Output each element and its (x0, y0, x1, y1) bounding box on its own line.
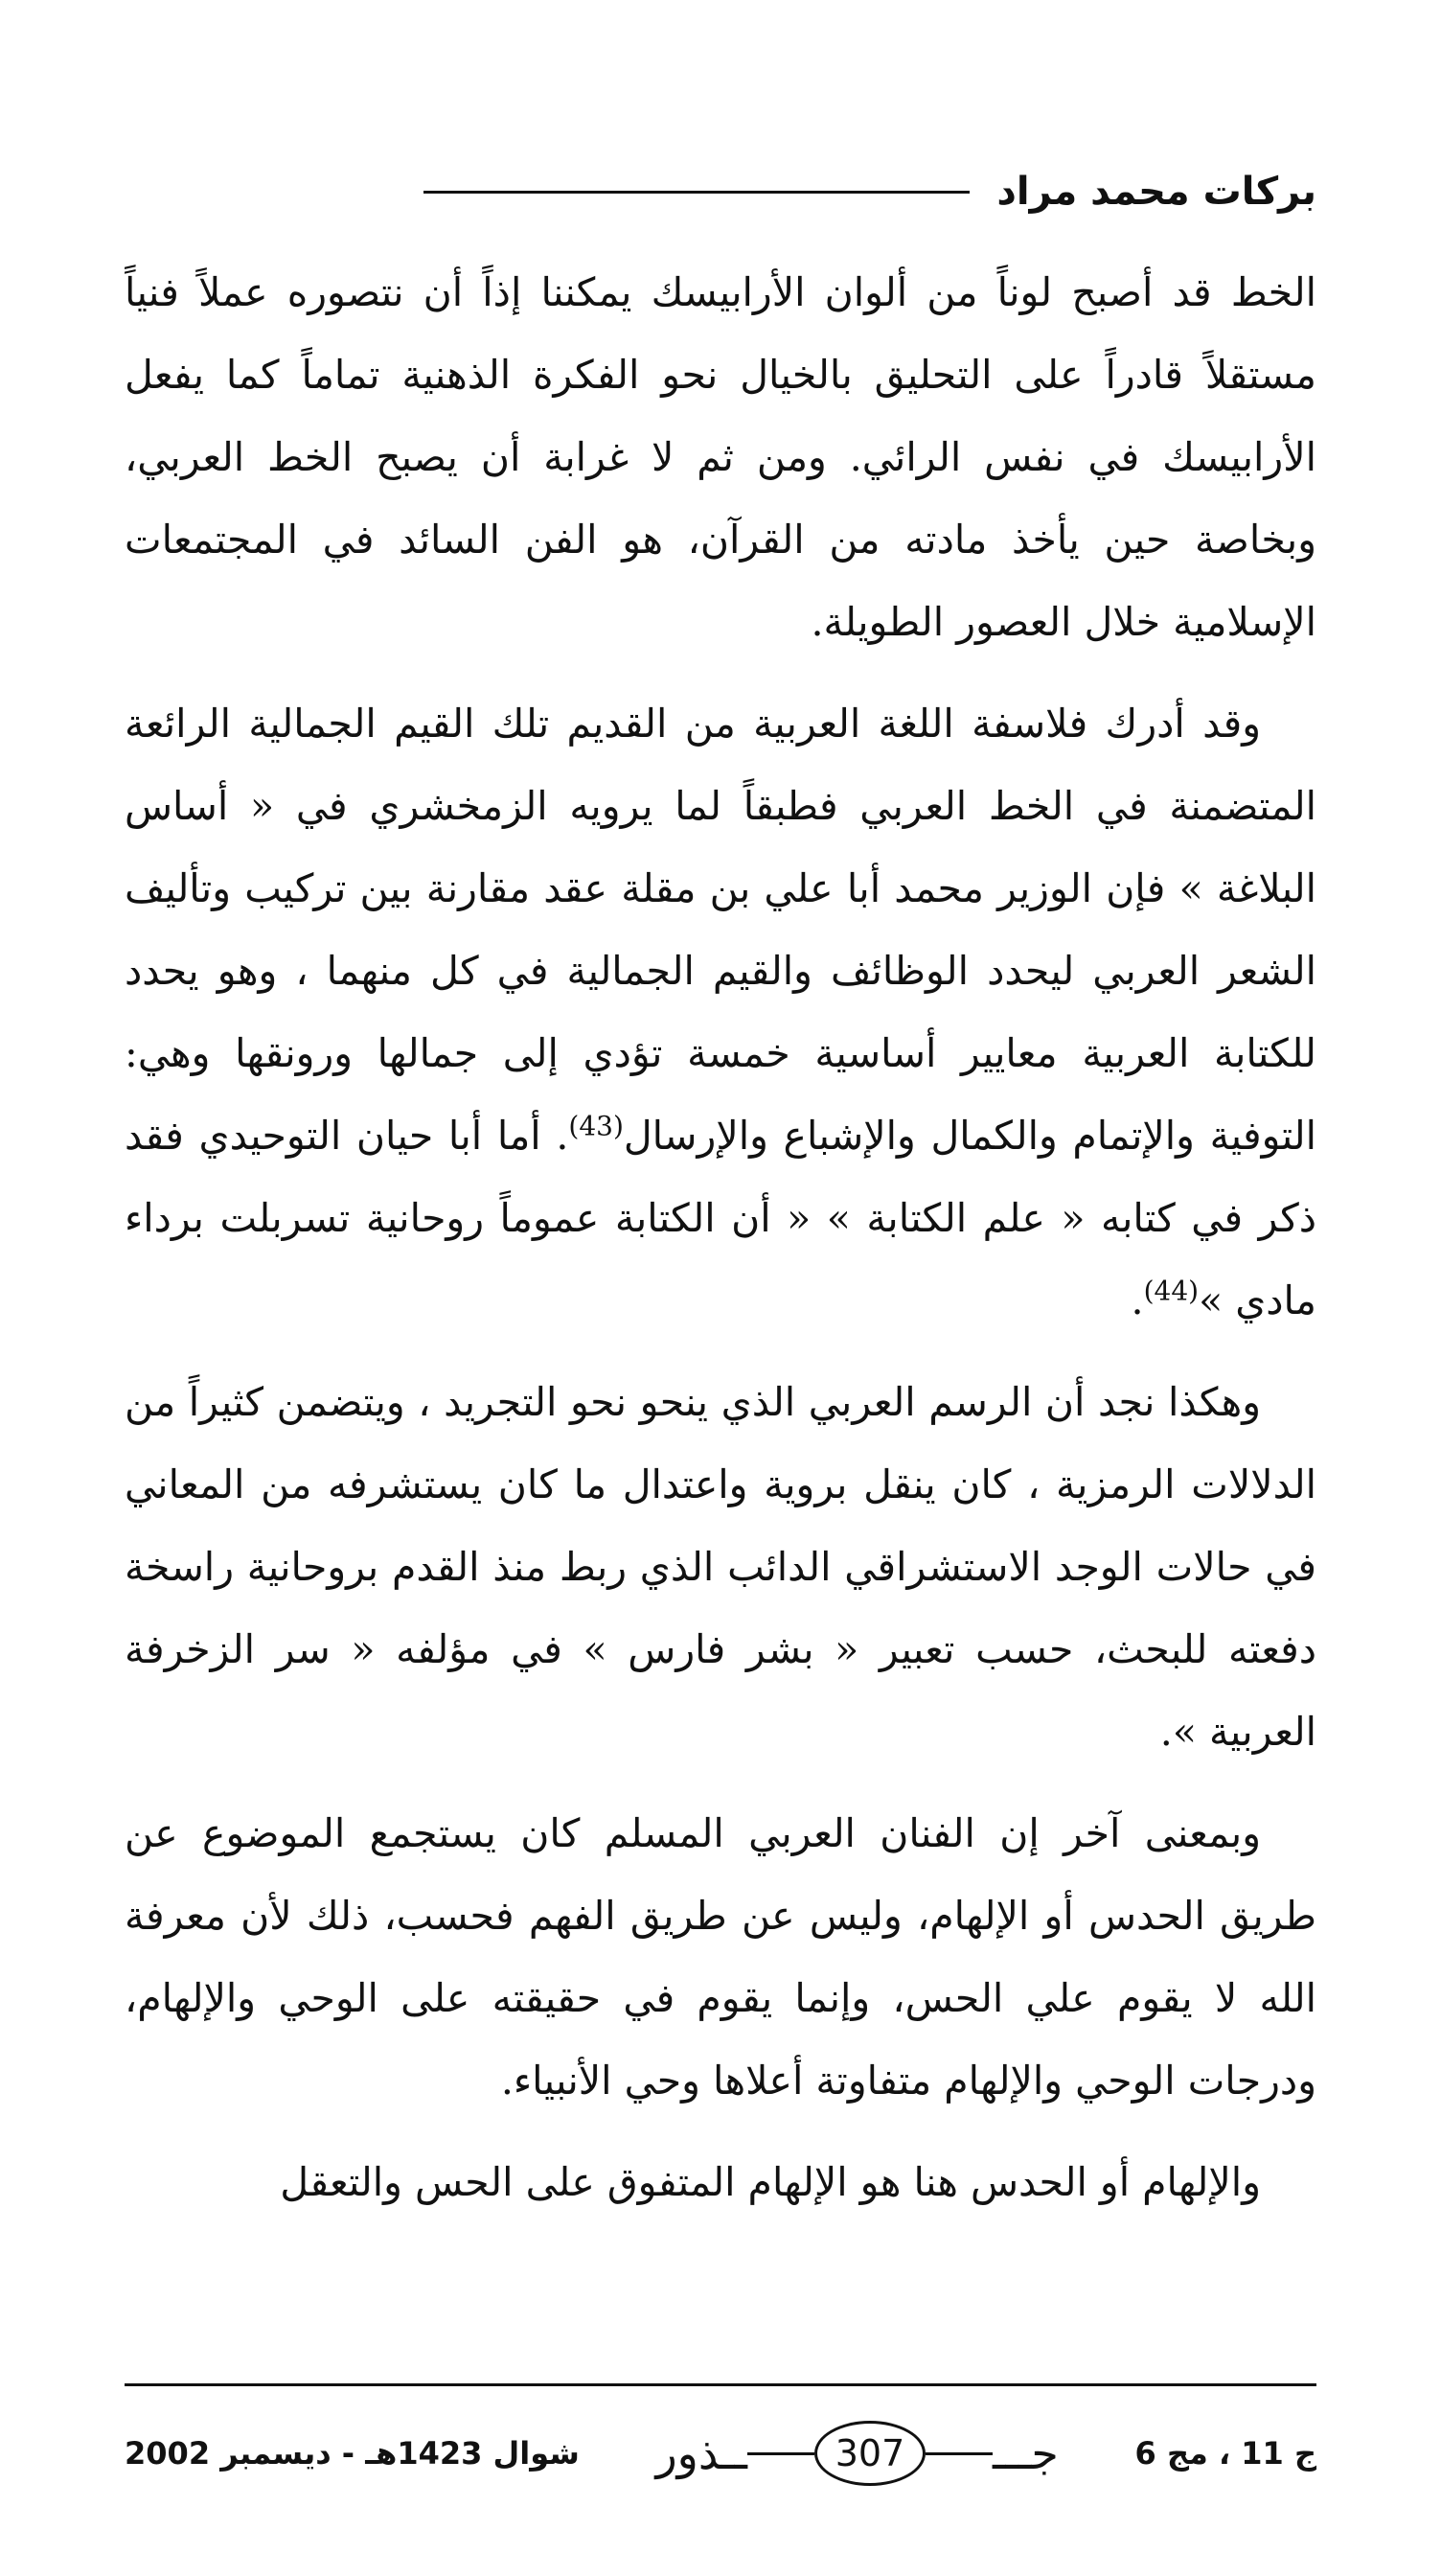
journal-line-left (747, 2452, 814, 2455)
paragraph-5-text: والإلهام أو الحدس هنا هو الإلهام المتفوق على الحس والتعقل (280, 2159, 1261, 2205)
paragraph-3 (125, 1361, 1316, 1773)
footnote-ref-44: (44) (1143, 1275, 1200, 1307)
paragraph-1 (125, 251, 1316, 663)
paragraph-4 (125, 1792, 1316, 2122)
page-footer (125, 2410, 1316, 2496)
paragraph-2 (125, 682, 1316, 1342)
paragraph-1-text: الخط قد أصبح لوناً من ألوان الأرابيسك يمكننا إذاً أن نتصوره عملاً فنياً مستقلاً قادراً على التحليق بالخيال نحو الفكرة الذهنية تماماً كما يفعل الأرابيسك في نفس الرائي. ومن ثم لا غرابة أن يصبح الخط العربي، وبخاصة حين يأخذ مادته من القرآن، هو الفن السائد في المجتمعات الإسلامية خلال العصور الطويلة. (125, 269, 1316, 645)
footnote-ref-43: (43) (568, 1110, 624, 1142)
paragraph-2-text: وقد أدرك فلاسفة اللغة العربية من القديم تلك القيم الجمالية الرائعة المتضمنة في الخط العربي فطبقاً لما يرويه الزمخشري في « أساس البلاغة » فإن الوزير محمد أبا علي بن مقلة عقد مقارنة بين تركيب وتأليف الشعر العربي ليحدد الوظائف والقيم الجمالية في كل منهما ، وهو يحدد للكتابة العربية معايير أساسية خمسة تؤدي إلى جمالها ورونقها وهي: التوفية والإتمام والكمال والإشباع والإرسال (125, 701, 1316, 1159)
journal-emblem (655, 2421, 1058, 2486)
body-text (125, 251, 1316, 2363)
header-rule (423, 191, 970, 194)
footer-rule (125, 2383, 1316, 2386)
paragraph-4-text: وبمعنى آخر إن الفنان العربي المسلم كان يستجمع الموضوع عن طريق الحدس أو الإلهام، وليس عن طريق الفهم فحسب، ذلك لأن معرفة الله لا يقوم علي الحس، وإنما يقوم في حقيقته على الوحي والإلهام، ودرجات الوحي والإلهام متفاوتة أعلاها وحي الأنبياء. (125, 1810, 1316, 2104)
journal-name-start: جـــ (993, 2427, 1059, 2479)
issue-date: شوال 1423هـ - ديسمبر 2002 (125, 2435, 580, 2472)
paragraph-5 (125, 2141, 1316, 2223)
paragraph-2-text-end: . (1131, 1277, 1144, 1323)
paragraph-3-text: وهكذا نجد أن الرسم العربي الذي ينحو نحو التجريد ، ويتضمن كثيراً من الدلالات الرمزية ، كان ينقل بروية واعتدال ما كان يستشرفه من المعاني في حالات الوجد الاستشراقي الدائب الذي ربط منذ القدم بروحانية راسخة دفعته للبحث، حسب تعبير « بشر فارس » في مؤلفه « سر الزخرفة العربية ». (125, 1379, 1316, 1755)
running-header (125, 163, 1316, 220)
journal-line-right (926, 2452, 993, 2455)
author-name: بركات محمد مراد (996, 170, 1316, 214)
journal-name-end: ــذور (655, 2427, 747, 2479)
issue-info: ج 11 ، مج 6 (1134, 2435, 1316, 2472)
page-number: 307 (814, 2421, 926, 2486)
paragraph-2-text-continued: . أما أبا حيان التوحيدي فقد ذكر في كتابه « علم الكتابة » « أن الكتابة عموماً روحانية تسربلت برداء مادي » (125, 1113, 1316, 1323)
